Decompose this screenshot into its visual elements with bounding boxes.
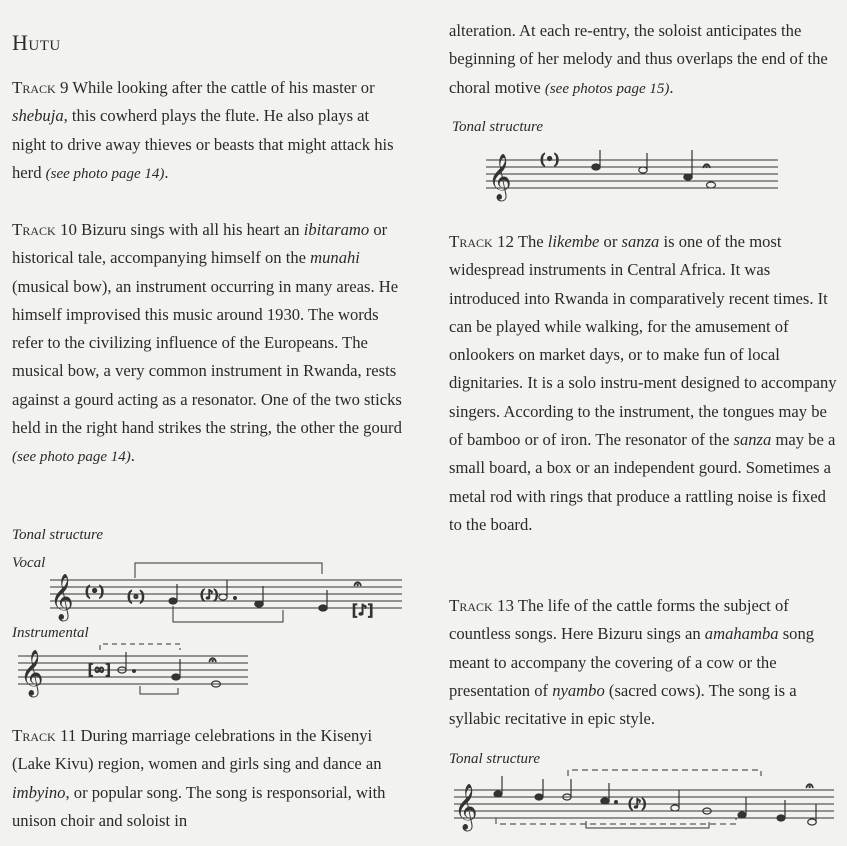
vocal-label: Vocal (12, 555, 46, 571)
vocal-staff (40, 560, 440, 630)
instrumental-staff (10, 636, 260, 696)
tonal-structure-label: Tonal structure (449, 751, 540, 767)
photo-ref: (see photos page 15) (544, 80, 670, 97)
track-13-staff (446, 766, 841, 836)
photo-ref: (see photo page 14) (12, 449, 131, 466)
section-title: Hutu (12, 29, 61, 55)
treble-clef-icon: 𝄞 (454, 784, 478, 830)
treble-clef-icon: 𝄞 (20, 650, 44, 696)
track-11-paragraph: Track 11 During marriage celebrations in the Kisenyi (Lake Kivu) region, women and girls sing and dance an imbyino, or popular song. The song is responsorial, with unison choir and soloist in (12, 726, 386, 830)
track-11-staff (478, 140, 788, 200)
track-13-label: Track 13 (449, 596, 514, 615)
tonal-structure-label: Tonal structure (12, 527, 103, 543)
track-10-paragraph: Track 10 Bizuru sings with all his heart an ibitaramo or historical tale, accompanying himself on the munahi (musical bow), an instrument occurring in many areas. He himself improvised this music around 1930. The words refer to the civilizing influence of the Europeans. The musical bow, a very common instrument in Rwanda, rests against a gourd acting as a resonator. One of the two sticks held in the right hand strikes the string, the other the gourd (see photo page 14). (12, 220, 402, 466)
track-12-paragraph: Track 12 The likembe or sanza is one of the most widespread instruments in Central Africa. It was introduced into Rwanda in comparatively recent times. It can be played while walking, for the amusement of onlookers on market days, or to make fun of local dignitaries. It is a solo instru-ment designed to accompany singers. According to the instrument, the tongues may be of bamboo or of iron. The resonator of the sanza may be a small board, a box or an independent gourd. Sometimes a metal rod with rings that produce a rattling noise is fixed to the board. (449, 232, 837, 534)
svg-text:(•): (•) (85, 584, 105, 600)
svg-text:𝄐: 𝄐 (806, 779, 814, 794)
tonal-structure-label: Tonal structure (452, 119, 543, 135)
track-10-label: Track 10 (12, 220, 77, 239)
treble-clef-icon: 𝄞 (488, 154, 512, 200)
track-11-continued: alteration. At each re-entry, the soloist anticipates the beginning of her melody and thus overlaps the end of the choral motive (see photos page 15). (449, 21, 828, 97)
track-11-label: Track 11 (12, 726, 77, 745)
svg-text:𝄐: 𝄐 (209, 653, 217, 668)
svg-text:[∞]: [∞] (88, 662, 111, 678)
treble-clef-icon: 𝄞 (50, 574, 74, 620)
track-12-label: Track 12 (449, 232, 514, 251)
instrumental-label: Instrumental (12, 625, 89, 641)
svg-text:(♪): (♪) (628, 797, 647, 812)
svg-text:𝄐: 𝄐 (703, 159, 711, 174)
track-13-paragraph: Track 13 The life of the cattle forms the subject of countless songs. Here Bizuru sings an amahamba song meant to accompany the covering of a cow or the presentation of nyambo (sacred cows). The song is a syllabic recitative in epic style. (449, 596, 815, 729)
svg-text:(∘): (∘) (127, 589, 145, 605)
svg-text:𝄐: 𝄐 (354, 577, 362, 592)
track-9-label: Track 9 (12, 78, 69, 97)
svg-text:(•): (•) (540, 152, 560, 168)
svg-text:[♪]: [♪] (352, 601, 374, 619)
svg-text:(♪): (♪) (200, 588, 219, 603)
track-9-paragraph: Track 9 While looking after the cattle of his master or shebuja, this cowherd plays the flute. He also plays at night to drive away thieves or beasts that might attack his herd (see photo page 14). (12, 78, 394, 182)
photo-ref: (see photo page 14) (45, 165, 165, 182)
